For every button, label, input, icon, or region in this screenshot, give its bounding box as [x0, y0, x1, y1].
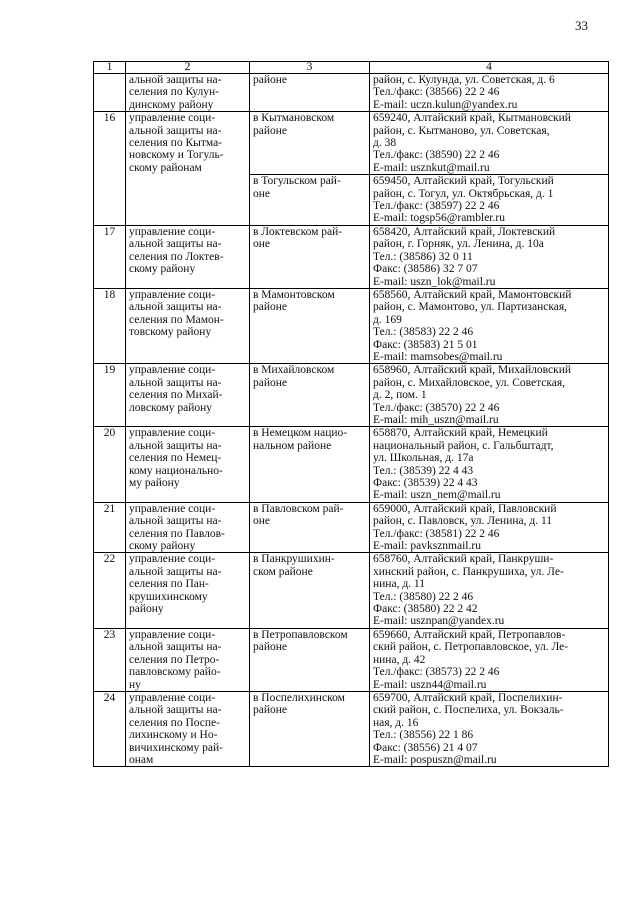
address-contacts-line: район, г. Горняк, ул. Ленина, д. 10а — [373, 238, 544, 251]
address-contacts-line: район, с. Кытманово, ул. Советская, — [373, 124, 550, 137]
column-number: 1 — [94, 62, 126, 74]
address-contacts-line: Тел.: (38586) 32 0 11 — [373, 250, 473, 263]
address-contacts — [370, 427, 609, 502]
column-number-row — [94, 62, 609, 74]
organization-name-line: альной защиты на- — [129, 565, 222, 578]
address-contacts-line: E-mail: mih_uszn@mail.ru — [373, 413, 499, 426]
page-number: 33 — [575, 18, 588, 33]
district-name-line: в Петропавловском — [253, 628, 348, 641]
organization-name-line: альной защиты на- — [129, 301, 222, 314]
organization-name-line: альной защиты на- — [129, 515, 222, 528]
organization-name-line: управление соци- — [129, 112, 216, 125]
organization-name-line: селения по Михай- — [129, 389, 223, 402]
district-name-line: районе — [253, 124, 288, 137]
organization-name-line: альной защиты на- — [129, 124, 222, 137]
district-name — [250, 288, 370, 363]
organization-name-line: альной защиты на- — [129, 641, 222, 654]
address-contacts-line: E-mail: usznpan@yandex.ru — [373, 615, 505, 628]
organization-name-line: альной защиты на- — [129, 704, 222, 717]
organization-name-line: лихинскому и Но- — [129, 729, 218, 742]
address-contacts-line: Тел.: (38539) 22 4 43 — [373, 464, 474, 477]
organization-name-line: управление соци- — [129, 553, 216, 566]
address-contacts-line: 658870, Алтайский край, Немецкий — [373, 427, 548, 440]
address-contacts-line: E-mail: togsp56@rambler.ru — [373, 212, 505, 225]
organization-name-line: павловскому райо- — [129, 666, 221, 679]
address-contacts-line: нина, д. 42 — [373, 653, 426, 666]
address-contacts-line: район, с. Мамонтово, ул. Партизанская, — [373, 301, 568, 314]
table-row — [94, 628, 609, 691]
registry-table — [93, 61, 609, 767]
district-name — [250, 175, 370, 226]
address-contacts — [370, 288, 609, 363]
district-name — [250, 691, 370, 766]
organization-name-line: ловскому району — [129, 401, 213, 414]
address-contacts-line: район, с. Павловск, ул. Ленина, д. 11 — [373, 515, 553, 528]
address-contacts-line: д. 169 — [373, 313, 402, 326]
district-name-line: районе — [253, 704, 288, 717]
address-contacts-line: Тел./факс: (38570) 22 2 46 — [373, 401, 500, 414]
organization-name-line: селения по Пан- — [129, 578, 209, 591]
address-contacts-line: ский район, с. Петропавловское, ул. Ле- — [373, 641, 569, 654]
address-contacts-line: E-mail: pavksznmail.ru — [373, 540, 481, 553]
organization-name — [126, 364, 250, 427]
organization-name — [126, 112, 250, 226]
address-contacts — [370, 112, 609, 175]
address-contacts-line: 658560, Алтайский край, Мамонтовский — [373, 288, 572, 301]
address-contacts-line: E-mail: usznkut@mail.ru — [373, 161, 490, 174]
address-contacts-line: ский район, с. Поспелиха, ул. Вокзаль- — [373, 704, 564, 717]
table-row — [94, 225, 609, 288]
district-name-line: в Поспелихинском — [253, 691, 345, 704]
address-contacts-line: 659660, Алтайский край, Петропавлов- — [373, 628, 566, 641]
address-contacts-line: ная, д. 16 — [373, 716, 419, 729]
address-contacts-line: 659450, Алтайский край, Тогульский — [373, 175, 554, 188]
organization-name — [126, 502, 250, 553]
address-contacts-line: E-mail: pospuszn@mail.ru — [373, 753, 497, 766]
district-name-line: в Локтевском рай- — [253, 225, 343, 238]
address-contacts-line: Факс: (38583) 21 5 01 — [373, 338, 478, 351]
organization-name-line: скому району — [129, 540, 196, 553]
organization-name — [126, 225, 250, 288]
organization-name-line: управление соци- — [129, 427, 216, 440]
address-contacts-line: Тел./факс: (38573) 22 2 46 — [373, 666, 500, 679]
address-contacts — [370, 628, 609, 691]
organization-name-line: крушихинскому — [129, 590, 208, 603]
address-contacts — [370, 225, 609, 288]
organization-name-line: селения по Мамон- — [129, 313, 224, 326]
organization-name-line: управление соци- — [129, 225, 216, 238]
organization-name-line: альной защиты на- — [129, 238, 222, 251]
organization-name-line: селения по Петро- — [129, 653, 220, 666]
organization-name-line: ну — [129, 678, 141, 691]
district-name-line: районе — [253, 641, 288, 654]
table-row — [94, 112, 609, 175]
district-name — [250, 628, 370, 691]
row-number: 18 — [94, 288, 126, 363]
organization-name-line: онам — [129, 753, 154, 766]
organization-name — [126, 288, 250, 363]
organization-name-line: селения по Локтев- — [129, 250, 224, 263]
organization-name-line: селения по Кытма- — [129, 137, 222, 150]
organization-name-line: скому району — [129, 263, 196, 276]
address-contacts-line: Тел.: (38556) 22 1 86 — [373, 729, 474, 742]
address-contacts-line: Факс: (38556) 21 4 07 — [373, 741, 478, 754]
address-contacts-line: 659000, Алтайский край, Павловский — [373, 502, 557, 515]
address-contacts-line: 659240, Алтайский край, Кытмановский — [373, 112, 571, 125]
address-contacts-line: E-mail: uszn44@mail.ru — [373, 678, 487, 691]
organization-name-line: му району — [129, 477, 180, 489]
address-contacts — [370, 74, 609, 112]
address-contacts-line: Тел./факс: (38597) 22 2 46 — [373, 200, 500, 213]
organization-name-line: селения по Кулун- — [129, 86, 219, 99]
organization-name-line: динскому району — [129, 98, 214, 111]
address-contacts-line: Тел./факс: (38581) 22 2 46 — [373, 527, 500, 540]
district-name-line: в Павловском рай- — [253, 502, 344, 515]
organization-name — [126, 553, 250, 628]
district-name-line: в Тогульском рай- — [253, 175, 341, 188]
table-row — [94, 288, 609, 363]
organization-name — [126, 691, 250, 766]
organization-name-line: новскому и Тогуль- — [129, 149, 224, 162]
address-contacts-line: район, с. Михайловское, ул. Советская, — [373, 376, 566, 389]
address-contacts-line: хинский район, с. Панкрушиха, ул. Ле- — [373, 565, 564, 578]
address-contacts-line: д. 38 — [373, 137, 397, 150]
district-name — [250, 74, 370, 112]
organization-name-line: селения по Немец- — [129, 452, 222, 465]
address-contacts-line: Тел.: (38583) 22 2 46 — [373, 326, 474, 339]
row-number: 24 — [94, 691, 126, 766]
column-number: 2 — [126, 62, 250, 74]
address-contacts-line: E-mail: mamsobes@mail.ru — [373, 350, 503, 363]
district-name-line: в Немецком нацио- — [253, 427, 348, 440]
address-contacts-line: Тел.: (38580) 22 2 46 — [373, 590, 474, 603]
organization-name-line: управление соци- — [129, 288, 216, 301]
district-name-line: оне — [253, 187, 271, 200]
district-name — [250, 225, 370, 288]
table-row — [94, 427, 609, 502]
table-row — [94, 553, 609, 628]
row-number: 23 — [94, 628, 126, 691]
address-contacts-line: Тел./факс: (38566) 22 2 46 — [373, 86, 500, 99]
address-contacts-line: E-mail: uszn_lok@mail.ru — [373, 275, 496, 288]
district-name-line: оне — [253, 515, 271, 528]
address-contacts-line: Факс: (38580) 22 2 42 — [373, 603, 478, 616]
district-name-line: в Кытмановском — [253, 112, 335, 125]
district-name — [250, 553, 370, 628]
organization-name — [126, 628, 250, 691]
address-contacts-line: район, с. Кулунда, ул. Советская, д. 6 — [373, 74, 555, 86]
organization-name-line: селения по Павлов- — [129, 527, 225, 540]
organization-name-line: управление соци- — [129, 364, 216, 377]
row-number — [94, 74, 126, 112]
district-name-line: ском районе — [253, 565, 313, 578]
address-contacts-line: 658420, Алтайский край, Локтевский — [373, 225, 556, 238]
row-number: 17 — [94, 225, 126, 288]
address-contacts-line: 658760, Алтайский край, Панкруши- — [373, 553, 554, 566]
organization-name-line: управление соци- — [129, 628, 216, 641]
organization-name-line: кому национально- — [129, 464, 223, 477]
organization-name-line: альной защиты на- — [129, 439, 222, 452]
address-contacts-line: ул. Школьная, д. 17а — [373, 452, 474, 465]
organization-name-line: альной защиты на- — [129, 74, 222, 86]
organization-name-line: управление соци- — [129, 691, 216, 704]
row-number: 21 — [94, 502, 126, 553]
organization-name-line: селения по Поспе- — [129, 716, 220, 729]
address-contacts-line: район, с. Тогул, ул. Октябрьская, д. 1 — [373, 187, 554, 200]
address-contacts — [370, 691, 609, 766]
organization-name-line: управление соци- — [129, 502, 216, 515]
organization-name-line: альной защиты на- — [129, 376, 222, 389]
district-name — [250, 502, 370, 553]
table-row — [94, 691, 609, 766]
organization-name-line: скому районам — [129, 161, 202, 174]
address-contacts-line: 658960, Алтайский край, Михайловский — [373, 364, 572, 377]
address-contacts-line: Факс: (38586) 32 7 07 — [373, 263, 478, 276]
district-name-line: районе — [253, 376, 288, 389]
row-number: 16 — [94, 112, 126, 226]
row-number: 20 — [94, 427, 126, 502]
district-name-line: в Панкрушихин- — [253, 553, 335, 566]
organization-name-line: вичихинскому рай- — [129, 741, 223, 754]
address-contacts-line: нина, д. 11 — [373, 578, 425, 591]
district-name — [250, 364, 370, 427]
district-name-line: в Михайловском — [253, 364, 335, 377]
organization-name — [126, 74, 250, 112]
address-contacts-line: Тел./факс: (38590) 22 2 46 — [373, 149, 500, 162]
row-number: 22 — [94, 553, 126, 628]
district-name-line: районе — [253, 74, 288, 86]
district-name-line: оне — [253, 238, 271, 251]
address-contacts-line: Факс: (38539) 22 4 43 — [373, 477, 478, 489]
table-row — [94, 74, 609, 112]
address-contacts — [370, 364, 609, 427]
district-name — [250, 427, 370, 502]
column-number: 3 — [250, 62, 370, 74]
district-name-line: районе — [253, 301, 288, 314]
address-contacts-line: д. 2, пом. 1 — [373, 389, 427, 402]
registry-table-body — [94, 62, 609, 767]
address-contacts — [370, 502, 609, 553]
row-number: 19 — [94, 364, 126, 427]
address-contacts-line: E-mail: uczn.kulun@yandex.ru — [373, 98, 518, 111]
address-contacts-line: E-mail: uszn_nem@mail.ru — [373, 489, 501, 502]
address-contacts-line: национальный район, с. Гальбштадт, — [373, 439, 554, 452]
table-row — [94, 364, 609, 427]
organization-name-line: товскому району — [129, 326, 212, 339]
district-name-line: нальном районе — [253, 439, 332, 452]
organization-name — [126, 427, 250, 502]
address-contacts — [370, 175, 609, 226]
table-row — [94, 502, 609, 553]
organization-name-line: району — [129, 603, 164, 616]
district-name — [250, 112, 370, 175]
address-contacts — [370, 553, 609, 628]
column-number: 4 — [370, 62, 609, 74]
address-contacts-line: 659700, Алтайский край, Поспелихин- — [373, 691, 563, 704]
district-name-line: в Мамонтовском — [253, 288, 335, 301]
